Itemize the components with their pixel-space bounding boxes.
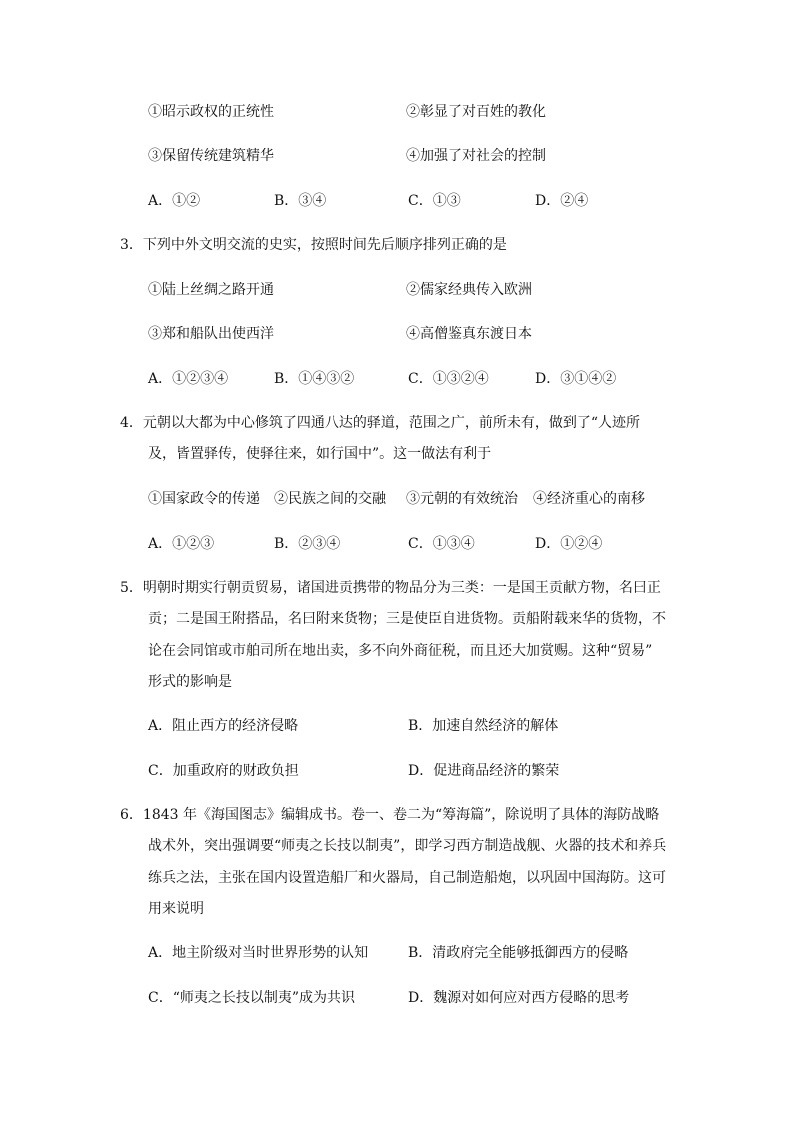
q2-option-d: D．②④ xyxy=(535,193,589,209)
q4-item-4: ④经济重心的南移 xyxy=(533,491,645,507)
q2-item-4: ④加强了对社会的控制 xyxy=(406,148,546,164)
q2-item-3: ③保留传统建筑精华 xyxy=(148,148,274,164)
q4-option-c: C．①③④ xyxy=(408,536,475,552)
q4-option-d: D．①②④ xyxy=(535,536,603,552)
q3-item-1: ①陆上丝绸之路开通 xyxy=(148,282,274,298)
q6-stem-line-4: 用来说明 xyxy=(148,901,204,917)
q4-item-2: ②民族之间的交融 xyxy=(274,491,386,507)
q5-option-a: A．阻止西方的经济侵略 xyxy=(148,718,299,734)
q4-stem-line-2: 及，皆置驿传，使驿往来，如行国中”。这一做法有利于 xyxy=(148,446,492,462)
q4-item-3: ③元朝的有效统治 xyxy=(406,491,518,507)
q4-stem-line-1: 4．元朝以大都为中心修筑了四通八达的驿道，范围之广，前所未有，做到了“人迹所 xyxy=(120,415,641,431)
q2-option-b: B．③④ xyxy=(274,193,327,209)
q3-item-4: ④高僧鉴真东渡日本 xyxy=(406,326,532,342)
q3-option-d: D．③①④② xyxy=(535,371,617,387)
q6-stem-line-1: 6．1843 年《海国图志》编辑成书。卷一、卷二为“筹海篇”，除说明了具体的海防战略 xyxy=(120,807,660,823)
q5-stem-line-3: 论在会同馆或市舶司所在地出卖，多不向外商征税，而且还大加赏赐。这种“贸易” xyxy=(148,643,653,659)
q5-option-d: D．促进商品经济的繁荣 xyxy=(408,763,560,779)
q2-item-1: ①昭示政权的正统性 xyxy=(148,104,274,120)
q4-item-1: ①国家政令的传递 xyxy=(148,491,260,507)
q2-option-c: C．①③ xyxy=(408,193,461,209)
q3-option-a: A．①②③④ xyxy=(148,371,229,387)
q5-option-c: C．加重政府的财政负担 xyxy=(148,763,299,779)
q6-option-b: B．清政府完全能够抵御西方的侵略 xyxy=(408,945,629,961)
q6-stem-line-3: 练兵之法，主张在国内设置造船厂和火器局，自己制造船炮，以巩固中国海防。这可 xyxy=(148,870,666,886)
q2-item-2: ②彰显了对百姓的教化 xyxy=(406,104,546,120)
q3-item-3: ③郑和船队出使西洋 xyxy=(148,326,274,342)
q5-stem-line-1: 5．明朝时期实行朝贡贸易，诸国进贡携带的物品分为三类：一是国王贡献方物，名曰正 xyxy=(120,580,661,596)
q3-option-b: B．①④③② xyxy=(274,371,355,387)
q2-option-a: A．①② xyxy=(148,193,201,209)
q6-option-c: C．“师夷之长技以制夷”成为共识 xyxy=(148,990,356,1006)
q5-option-b: B．加速自然经济的解体 xyxy=(408,718,559,734)
q3-item-2: ②儒家经典传入欧洲 xyxy=(406,282,532,298)
q4-option-b: B．②③④ xyxy=(274,536,341,552)
q4-option-a: A．①②③ xyxy=(148,536,215,552)
q3-option-c: C．①③②④ xyxy=(408,371,489,387)
q5-stem-line-4: 形式的影响是 xyxy=(148,674,232,690)
q6-option-a: A．地主阶级对当时世界形势的认知 xyxy=(148,945,369,961)
q5-stem-line-2: 贡；二是国王附搭品，名曰附来货物；三是使臣自进货物。贡船附载来华的货物，不 xyxy=(148,611,666,627)
q6-option-d: D．魏源对如何应对西方侵略的思考 xyxy=(408,990,630,1006)
q3-stem: 3．下列中外文明交流的史实，按照时间先后顺序排列正确的是 xyxy=(120,237,507,253)
q6-stem-line-2: 战术外，突出强调要“师夷之长技以制夷”，即学习西方制造战舰、火器的技术和养兵 xyxy=(148,838,667,854)
